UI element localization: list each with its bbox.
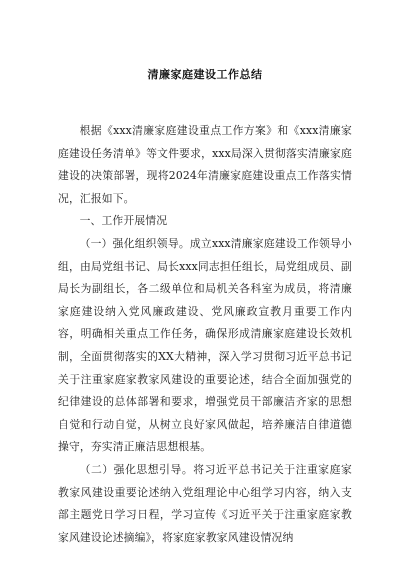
ideological-guidance-paragraph: （二）强化思想引导。将习近平总书记关于注重家庭家教家风建设重要论述纳入党组理论中心组学习内容，纳入支部主题党日学习日程，学习宣传《习近平关于注重家庭家教家风建设论述摘编》，将家庭家教家风建设情况纳: [58, 462, 352, 544]
intro-paragraph: 根据《xxx清廉家庭建设重点工作方案》和《xxx清廉家庭建设任务清单》等文件要求，xxx局深入贯彻落实清廉家庭建设的决策部署，现将2024年清廉家庭建设重点工作落实情况，汇报如下。: [58, 124, 352, 205]
document-body: [58, 120, 352, 549]
document-title: 清廉家庭建设工作总结: [147, 68, 263, 81]
section-heading: 一、工作开展情况: [79, 214, 168, 228]
organization-leadership-paragraph: （一）强化组织领导。成立xxx清廉家庭建设工作领导小组，由局党组书记、局长xxx同志担任组长，局党组成员、副局长为副组长，各二级单位和局机关各科室为成员，将清廉家庭建设纳入党风廉政建设、党风廉政宣教月重要工作内容，明确相关重点工作任务，确保形成清廉家庭建设长效机制，全面贯彻落实的XX大精神，深入学习贯彻习近平总书记关于注重家庭家教家风建设的重要论述，结合全面加强党的纪律建设的总体部署和要求，增强党员干部廉洁齐家的思想自觉和行动自觉，从树立良好家风做起，培养廉洁自律道德操守，夯实清正廉洁思想根基。: [58, 236, 352, 454]
